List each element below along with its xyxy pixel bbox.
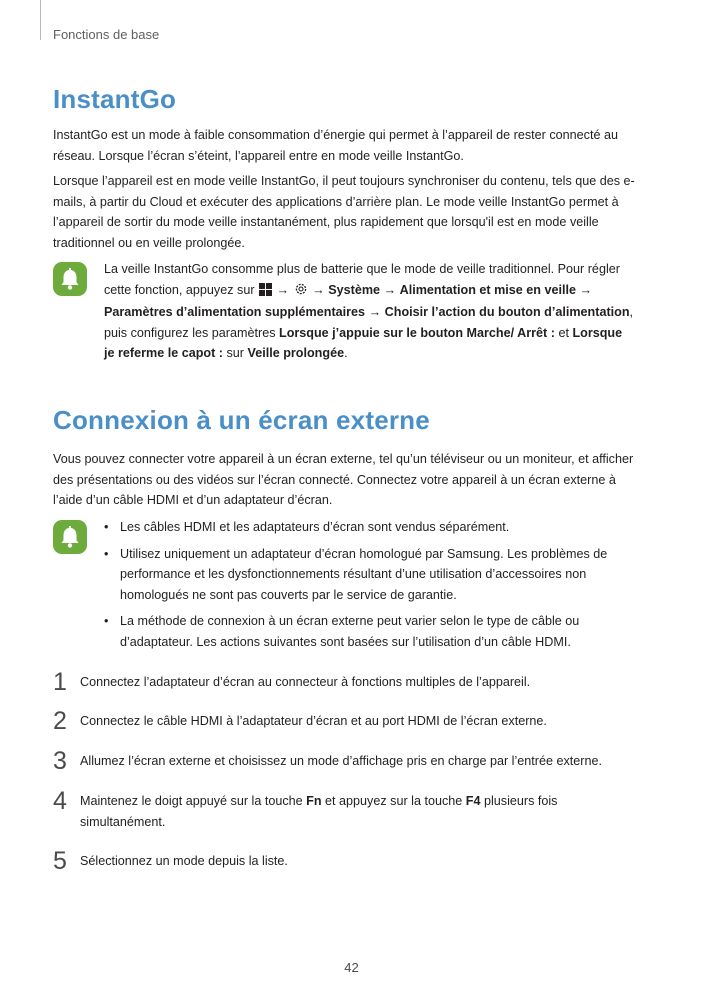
instantgo-paragraph-1: InstantGo est un mode à faible consommation d’énergie qui permet à l’appareil de rester connecté au réseau. Lorsque l’écran s’éteint, l’appareil entre en mode veille InstantGo. xyxy=(53,128,618,163)
page-number: 42 xyxy=(344,960,359,975)
windows-start-icon xyxy=(259,282,272,303)
section-title-external-display: Connexion à un écran externe xyxy=(53,405,430,435)
step-number: 4 xyxy=(53,787,67,815)
external-paragraph-1: Vous pouvez connecter votre appareil à un écran externe, tel qu’un téléviseur ou un moniteur, et afficher des présentations ou des vidéos sur l’écran connecté. Connectez votre appareil à un écran externe à l’aide d’un câble HDMI et d’un adaptateur d’écran. xyxy=(53,452,634,507)
step-text: Maintenez le doigt appuyé sur la touche Fn et appuyez sur la touche F4 plusieurs fois simultanément. xyxy=(80,794,558,829)
instantgo-note: La veille InstantGo consomme plus de batterie que le mode de veille traditionnel. Pour régler cette fonction, appuyez sur → → Système → Alimentation et mise en veille → Paramètres d’alimentation supplémentaires → Choisir l’action du bouton d’alimentation, puis configurez les paramètres Lorsque j’appuie sur le bouton Marche/ Arrêt : et Lorsque je referme le capot : sur Veille prolongée. xyxy=(104,262,634,360)
notice-bell-icon xyxy=(53,262,87,296)
step-number: 1 xyxy=(53,668,67,696)
instantgo-paragraph-2: Lorsque l’appareil est en mode veille InstantGo, il peut toujours synchroniser du contenu, tels que des e-mails, à partir du Cloud et exécuter des applications d’arrière plan. Le mode veille InstantGo permet à l’appareil de sortir du mode veille instantanément, plus rapidement que lorsqu'il est en mode veille traditionnel ou en veille prolongée. xyxy=(53,174,635,250)
step-number: 5 xyxy=(53,847,67,875)
step-text: Allumez l’écran externe et choisissez un mode d’affichage pris en charge par l’entrée externe. xyxy=(80,754,602,768)
page-margin-rule xyxy=(40,0,41,40)
step-text: Connectez l’adaptateur d’écran au connecteur à fonctions multiples de l’appareil. xyxy=(80,675,531,689)
list-item: • La méthode de connexion à un écran externe peut varier selon le type de câble ou d’adaptateur. Les actions suivantes sont basées sur l’utilisation d’un câble HDMI. xyxy=(104,614,580,649)
list-item: • Les câbles HDMI et les adaptateurs d’écran sont vendus séparément. xyxy=(104,520,510,534)
step-text: Connectez le câble HDMI à l’adaptateur d’écran et au port HDMI de l’écran externe. xyxy=(80,714,547,728)
section-title-instantgo: InstantGo xyxy=(53,84,177,114)
step-text: Sélectionnez un mode depuis la liste. xyxy=(80,854,288,868)
list-item: • Utilisez uniquement un adaptateur d’écran homologué par Samsung. Les problèmes de performance et les dysfonctionnements résultant d’une utilisation d’accessoires non homologués ne sont pas couverts par le service de garantie. xyxy=(104,546,608,602)
external-note-list xyxy=(104,517,639,658)
notice-bell-icon xyxy=(53,520,87,554)
running-header: Fonctions de base xyxy=(53,27,160,42)
step-number: 2 xyxy=(53,707,67,735)
settings-gear-icon xyxy=(294,282,308,303)
step-number: 3 xyxy=(53,747,67,775)
